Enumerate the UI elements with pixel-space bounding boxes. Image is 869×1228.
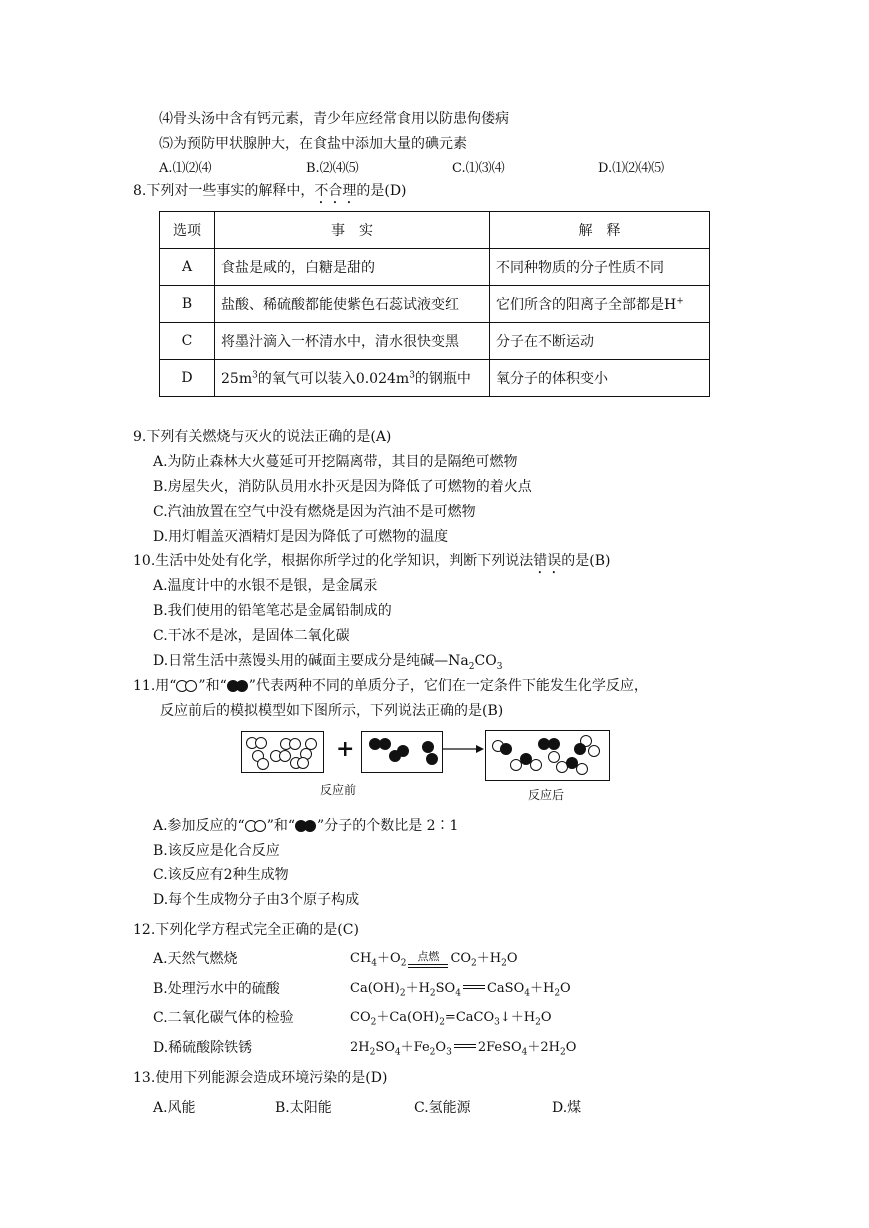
plus-sign: + <box>336 736 355 762</box>
row-fact: 食盐是咸的，白糖是甜的 <box>215 249 490 286</box>
row-option: B <box>160 286 215 323</box>
caption-after: 反应后 <box>528 788 565 802</box>
caption-before: 反应前 <box>320 783 357 797</box>
q9-option-d: D.用灯帽盖灭酒精灯是因为降低了可燃物的温度 <box>153 529 449 545</box>
q7-option-b: B.⑵⑷⑸ <box>306 161 359 176</box>
row-explanation: 它们所含的阳离子全部都是H+ <box>490 286 710 323</box>
before-box-black <box>361 731 443 773</box>
q12-equation-c: $CO_2+Ca(OH)_2=CaCO_3↓+H_2O$ <box>350 1010 552 1028</box>
q11-option-d: D.每个生成物分子由3个原子构成 <box>153 892 360 908</box>
statement-4: ⑷骨头汤中含有钙元素，青少年应经常食用以防患佝偻病 <box>159 111 509 127</box>
q9-option-b: B.房屋失火，消防队员用水扑灭是因为降低了可燃物的着火点 <box>153 479 532 495</box>
table-row <box>160 286 710 323</box>
header-option: 选项 <box>160 212 215 249</box>
q11-stem: 11.用“ ”和“ ”代表两种不同的单质分子，它们在一定条件下能发生化学反应， <box>133 678 648 694</box>
q9-option-a: A.为防止森林大火蔓延可开挖隔离带，其目的是隔绝可燃物 <box>153 454 518 470</box>
table-row <box>160 323 710 360</box>
row-explanation: 不同种物质的分子性质不同 <box>490 249 710 286</box>
q13-option-b: B.太阳能 <box>275 1100 332 1116</box>
row-explanation: 氧分子的体积变小 <box>490 360 710 397</box>
row-option: A <box>160 249 215 286</box>
q10-stem: 10.生活中处处有化学，根据你所学过的化学知识，判断下列说法错误的是(B) <box>133 553 611 569</box>
header-fact: 事 实 <box>215 212 490 249</box>
table-row <box>160 360 710 397</box>
q10-option-d: D.日常生活中蒸馒头用的碱面主要成分是纯碱$—Na_2CO_3$ <box>153 653 503 672</box>
q12-row-c-label: C.二氧化碳气体的检验 <box>153 1010 294 1026</box>
table-row <box>160 249 710 286</box>
q9-option-c: C.汽油放置在空气中没有燃烧是因为汽油不是可燃物 <box>153 504 476 520</box>
row-explanation: 分子在不断运动 <box>490 323 710 360</box>
q13-stem: 13.使用下列能源会造成环境污染的是(D) <box>133 1070 388 1086</box>
black-molecule-icon <box>227 679 249 693</box>
row-fact: $25m^3$的氧气可以装入$0.024m^3$的钢瓶中 <box>215 360 490 397</box>
black-molecule-icon <box>295 819 317 833</box>
q10-option-a: A.温度计中的水银不是银，是金属汞 <box>153 578 378 594</box>
q10-emphasis: 错误 <box>533 553 562 569</box>
header-explanation: 解 释 <box>490 212 710 249</box>
q11-option-c: C.该反应有2种生成物 <box>153 867 289 883</box>
q11-stem-line2: 反应前后的模拟模型如下图所示，下列说法正确的是(B) <box>160 703 504 719</box>
q7-option-d: D.⑴⑵⑷⑸ <box>598 161 665 176</box>
q12-row-d-label: D.稀硫酸除铁锈 <box>153 1040 253 1056</box>
q10-option-c: C.干冰不是冰，是固体二氧化碳 <box>153 628 350 644</box>
q11-option-a: A.参加反应的“ ”和“ ”分子的个数比是 2∶1 <box>153 818 459 834</box>
q11-option-b: B.该反应是化合反应 <box>153 843 280 859</box>
condition-ignite: 点燃 <box>417 950 440 963</box>
q12-stem: 12.下列化学方程式完全正确的是(C) <box>133 922 359 938</box>
q12-row-b-label: B.处理污水中的硫酸 <box>153 981 280 997</box>
white-molecule-icon <box>245 819 267 833</box>
q12-equation-a: $CH_4+O_2$ 点燃 $CO_2+H_2O$ <box>350 950 518 969</box>
table-header-row <box>160 212 710 249</box>
row-fact: 盐酸、稀硫酸都能使紫色石蕊试液变红 <box>215 286 490 323</box>
q12-row-a-label: A.天然气燃烧 <box>153 951 238 967</box>
reaction-arrow-icon <box>442 742 486 756</box>
white-molecule-icon <box>176 679 198 693</box>
after-box <box>485 730 610 781</box>
q12-equation-b: $Ca(OH)_2+H_2SO_4$ $CaSO_4+H_2O$ <box>350 981 571 999</box>
q8-stem: 8.下列对一些事实的解释中，不合理的是(D) <box>133 183 407 199</box>
q7-option-a: A.⑴⑵⑷ <box>159 161 212 176</box>
q13-option-a: A.风能 <box>153 1100 196 1116</box>
q13-option-c: C.氢能源 <box>414 1100 471 1116</box>
q8-table <box>159 211 710 397</box>
row-fact: 将墨汁滴入一杯清水中，清水很快变黑 <box>215 323 490 360</box>
row-option: C <box>160 323 215 360</box>
statement-5: ⑸为预防甲状腺肿大，在食盐中添加大量的碘元素 <box>159 136 467 152</box>
q12-equation-d: $2H_2SO_4+Fe_2O_3$ $2FeSO_4+2H_2O$ <box>350 1040 577 1058</box>
q9-stem: 9.下列有关燃烧与灭火的说法正确的是(A) <box>133 429 392 445</box>
q10-option-b: B.我们使用的铅笔笔芯是金属铅制成的 <box>153 603 392 619</box>
q7-option-c: C.⑴⑶⑷ <box>452 161 505 176</box>
row-option: D <box>160 360 215 397</box>
q13-option-d: D.煤 <box>552 1100 582 1116</box>
before-box-white <box>241 731 324 773</box>
q8-emphasis: 不合理 <box>314 183 357 199</box>
